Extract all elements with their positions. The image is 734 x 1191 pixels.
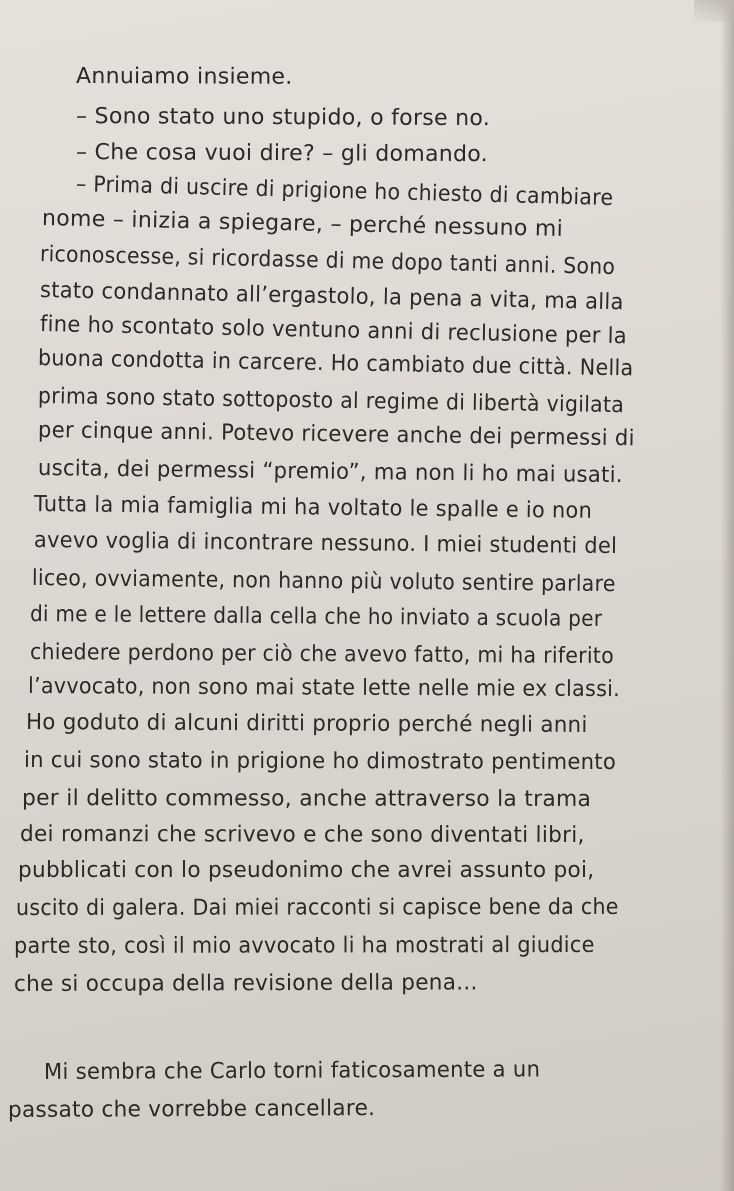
text-line: avevo voglia di incontrare nessuno. I miei studenti del	[33, 528, 618, 560]
text-line: Mi sembra che Carlo torni faticosamente a un	[43, 1057, 541, 1085]
text-line: Annuiamo insieme.	[75, 64, 293, 90]
text-line: l’avvocato, non sono mai state lette nelle mie ex classi.	[27, 674, 621, 703]
text-line: Ho goduto di alcuni diritti proprio perché negli anni	[25, 710, 588, 738]
text-line: passato che vorrebbe cancellare.	[7, 1096, 376, 1123]
text-line: in cui sono stato in prigione ho dimostrato pentimento	[23, 748, 617, 776]
text-line: – Prima di uscire di prigione ho chiesto di cambiare	[75, 172, 614, 212]
text-line: riconoscesse, si ricordasse di me dopo tanti anni. Sono	[39, 242, 616, 281]
text-line: stato condannato all’ergastolo, la pena a vita, ma alla	[39, 278, 624, 316]
text-line: dei romanzi che scrivevo e che sono diventati libri,	[19, 822, 585, 848]
text-line: fine ho scontato solo ventuno anni di reclusione per la	[39, 312, 628, 350]
text-line: uscito di galera. Dai miei racconti si capisce bene da che	[15, 894, 619, 921]
text-line: liceo, ovviamente, non hanno più voluto sentire parlare	[31, 566, 616, 598]
text-line: – Che cosa vuoi dire? – gli domando.	[75, 140, 489, 168]
text-line: parte sto, così il mio avvocato li ha mostrati al giudice	[13, 932, 595, 959]
text-line: di me e le lettere dalla cella che ho inviato a scuola per	[29, 602, 603, 632]
text-line: chiedere perdono per ciò che avevo fatto, mi ha riferito	[29, 640, 615, 670]
text-line: Tutta la mia famiglia mi ha voltato le spalle e io non	[33, 492, 593, 524]
text-line: per il delitto commesso, anche attraverso la trama	[21, 786, 592, 812]
text-line: buona condotta in carcere. Ho cambiato due città. Nella	[37, 346, 634, 382]
text-line: uscita, dei permessi “premio”, ma non li ho mai usati.	[37, 456, 623, 489]
text-line: – Sono stato uno stupido, o forse no.	[75, 104, 491, 132]
text-line: prima sono stato sottoposto al regime di libertà vigilata	[37, 384, 625, 419]
text-line: nome – inizia a spiegare, – perché nessuno mi	[41, 206, 564, 242]
text-line: per cinque anni. Potevo ricevere anche dei permessi di	[37, 418, 635, 452]
text-line: che si occupa della revisione della pena...	[13, 970, 478, 997]
text-line: pubblicati con lo pseudonimo che avrei assunto poi,	[18, 858, 595, 883]
